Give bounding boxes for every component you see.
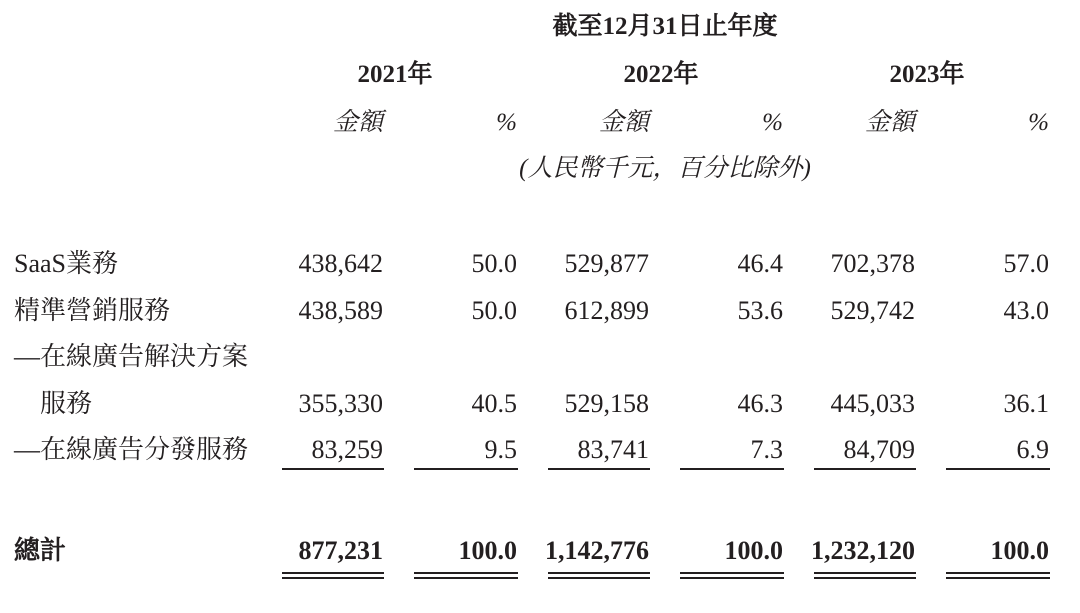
unit-note: (人民幣千元，百分比除外) (519, 155, 811, 182)
cell-total-2021-pct: 100.0 (458, 536, 517, 565)
year-header-2022: 2022年 (623, 61, 699, 88)
year-header-2021: 2021年 (357, 61, 433, 88)
subtotal-rule-2022-amount (548, 468, 650, 470)
subtotal-rule-2021-amount (282, 468, 384, 470)
row-label-saas: SaaS業務 (14, 249, 119, 278)
row-label-online-ad-solutions: —在線廣告解決方案 (14, 342, 249, 371)
amount-label-2022: 金額 (598, 109, 649, 136)
cell-addistribution-2023-pct: 6.9 (1016, 435, 1049, 464)
cell-marketing-2021-amount: 438,589 (298, 296, 383, 325)
cell-saas-2023-amount: 702,378 (830, 249, 915, 278)
cell-marketing-2022-pct: 53.6 (737, 296, 783, 325)
percent-label-2023: % (1028, 109, 1049, 136)
cell-addistribution-2022-amount: 83,741 (577, 435, 649, 464)
percent-label-2021: % (496, 109, 517, 136)
cell-total-2023-pct: 100.0 (990, 536, 1049, 565)
row-label-precision-marketing: 精準營銷服務 (14, 296, 171, 325)
cell-marketing-2023-amount: 529,742 (830, 296, 915, 325)
cell-adsolutions-2021-pct: 40.5 (471, 389, 517, 418)
cell-total-2023-amount: 1,232,120 (811, 536, 915, 565)
cell-saas-2021-pct: 50.0 (471, 249, 517, 278)
year-header-2023: 2023年 (889, 61, 965, 88)
cell-adsolutions-2022-amount: 529,158 (564, 389, 649, 418)
cell-total-2022-pct: 100.0 (724, 536, 783, 565)
cell-adsolutions-2022-pct: 46.3 (737, 389, 783, 418)
cell-total-2022-amount: 1,142,776 (545, 536, 649, 565)
subtotal-rule-2023-pct (946, 468, 1050, 470)
cell-total-2021-amount: 877,231 (298, 536, 383, 565)
cell-marketing-2023-pct: 43.0 (1003, 296, 1049, 325)
cell-adsolutions-2023-pct: 36.1 (1003, 389, 1049, 418)
total-double-rule-2023-amount (814, 572, 916, 579)
row-label-online-ad-distribution: —在線廣告分發服務 (14, 435, 249, 464)
cell-saas-2022-pct: 46.4 (737, 249, 783, 278)
cell-addistribution-2022-pct: 7.3 (750, 435, 783, 464)
percent-label-2022: % (762, 109, 783, 136)
cell-marketing-2021-pct: 50.0 (471, 296, 517, 325)
amount-label-2023: 金額 (864, 109, 915, 136)
row-label-total: 總計 (14, 536, 67, 565)
subtotal-rule-2021-pct (414, 468, 518, 470)
cell-marketing-2022-amount: 612,899 (564, 296, 649, 325)
cell-addistribution-2023-amount: 84,709 (843, 435, 915, 464)
cell-adsolutions-2021-amount: 355,330 (298, 389, 383, 418)
subtotal-rule-2023-amount (814, 468, 916, 470)
total-double-rule-2023-pct (946, 572, 1050, 579)
total-double-rule-2022-pct (680, 572, 784, 579)
amount-label-2021: 金額 (332, 109, 383, 136)
total-double-rule-2021-pct (414, 572, 518, 579)
cell-addistribution-2021-pct: 9.5 (484, 435, 517, 464)
total-double-rule-2021-amount (282, 572, 384, 579)
period-heading: 截至12月31日止年度 (552, 13, 778, 40)
cell-saas-2022-amount: 529,877 (564, 249, 649, 278)
row-label-online-ad-solutions-cont: 服務 (40, 389, 93, 418)
cell-adsolutions-2023-amount: 445,033 (830, 389, 915, 418)
cell-addistribution-2021-amount: 83,259 (311, 435, 383, 464)
subtotal-rule-2022-pct (680, 468, 784, 470)
cell-saas-2023-pct: 57.0 (1003, 249, 1049, 278)
cell-saas-2021-amount: 438,642 (298, 249, 383, 278)
total-double-rule-2022-amount (548, 572, 650, 579)
